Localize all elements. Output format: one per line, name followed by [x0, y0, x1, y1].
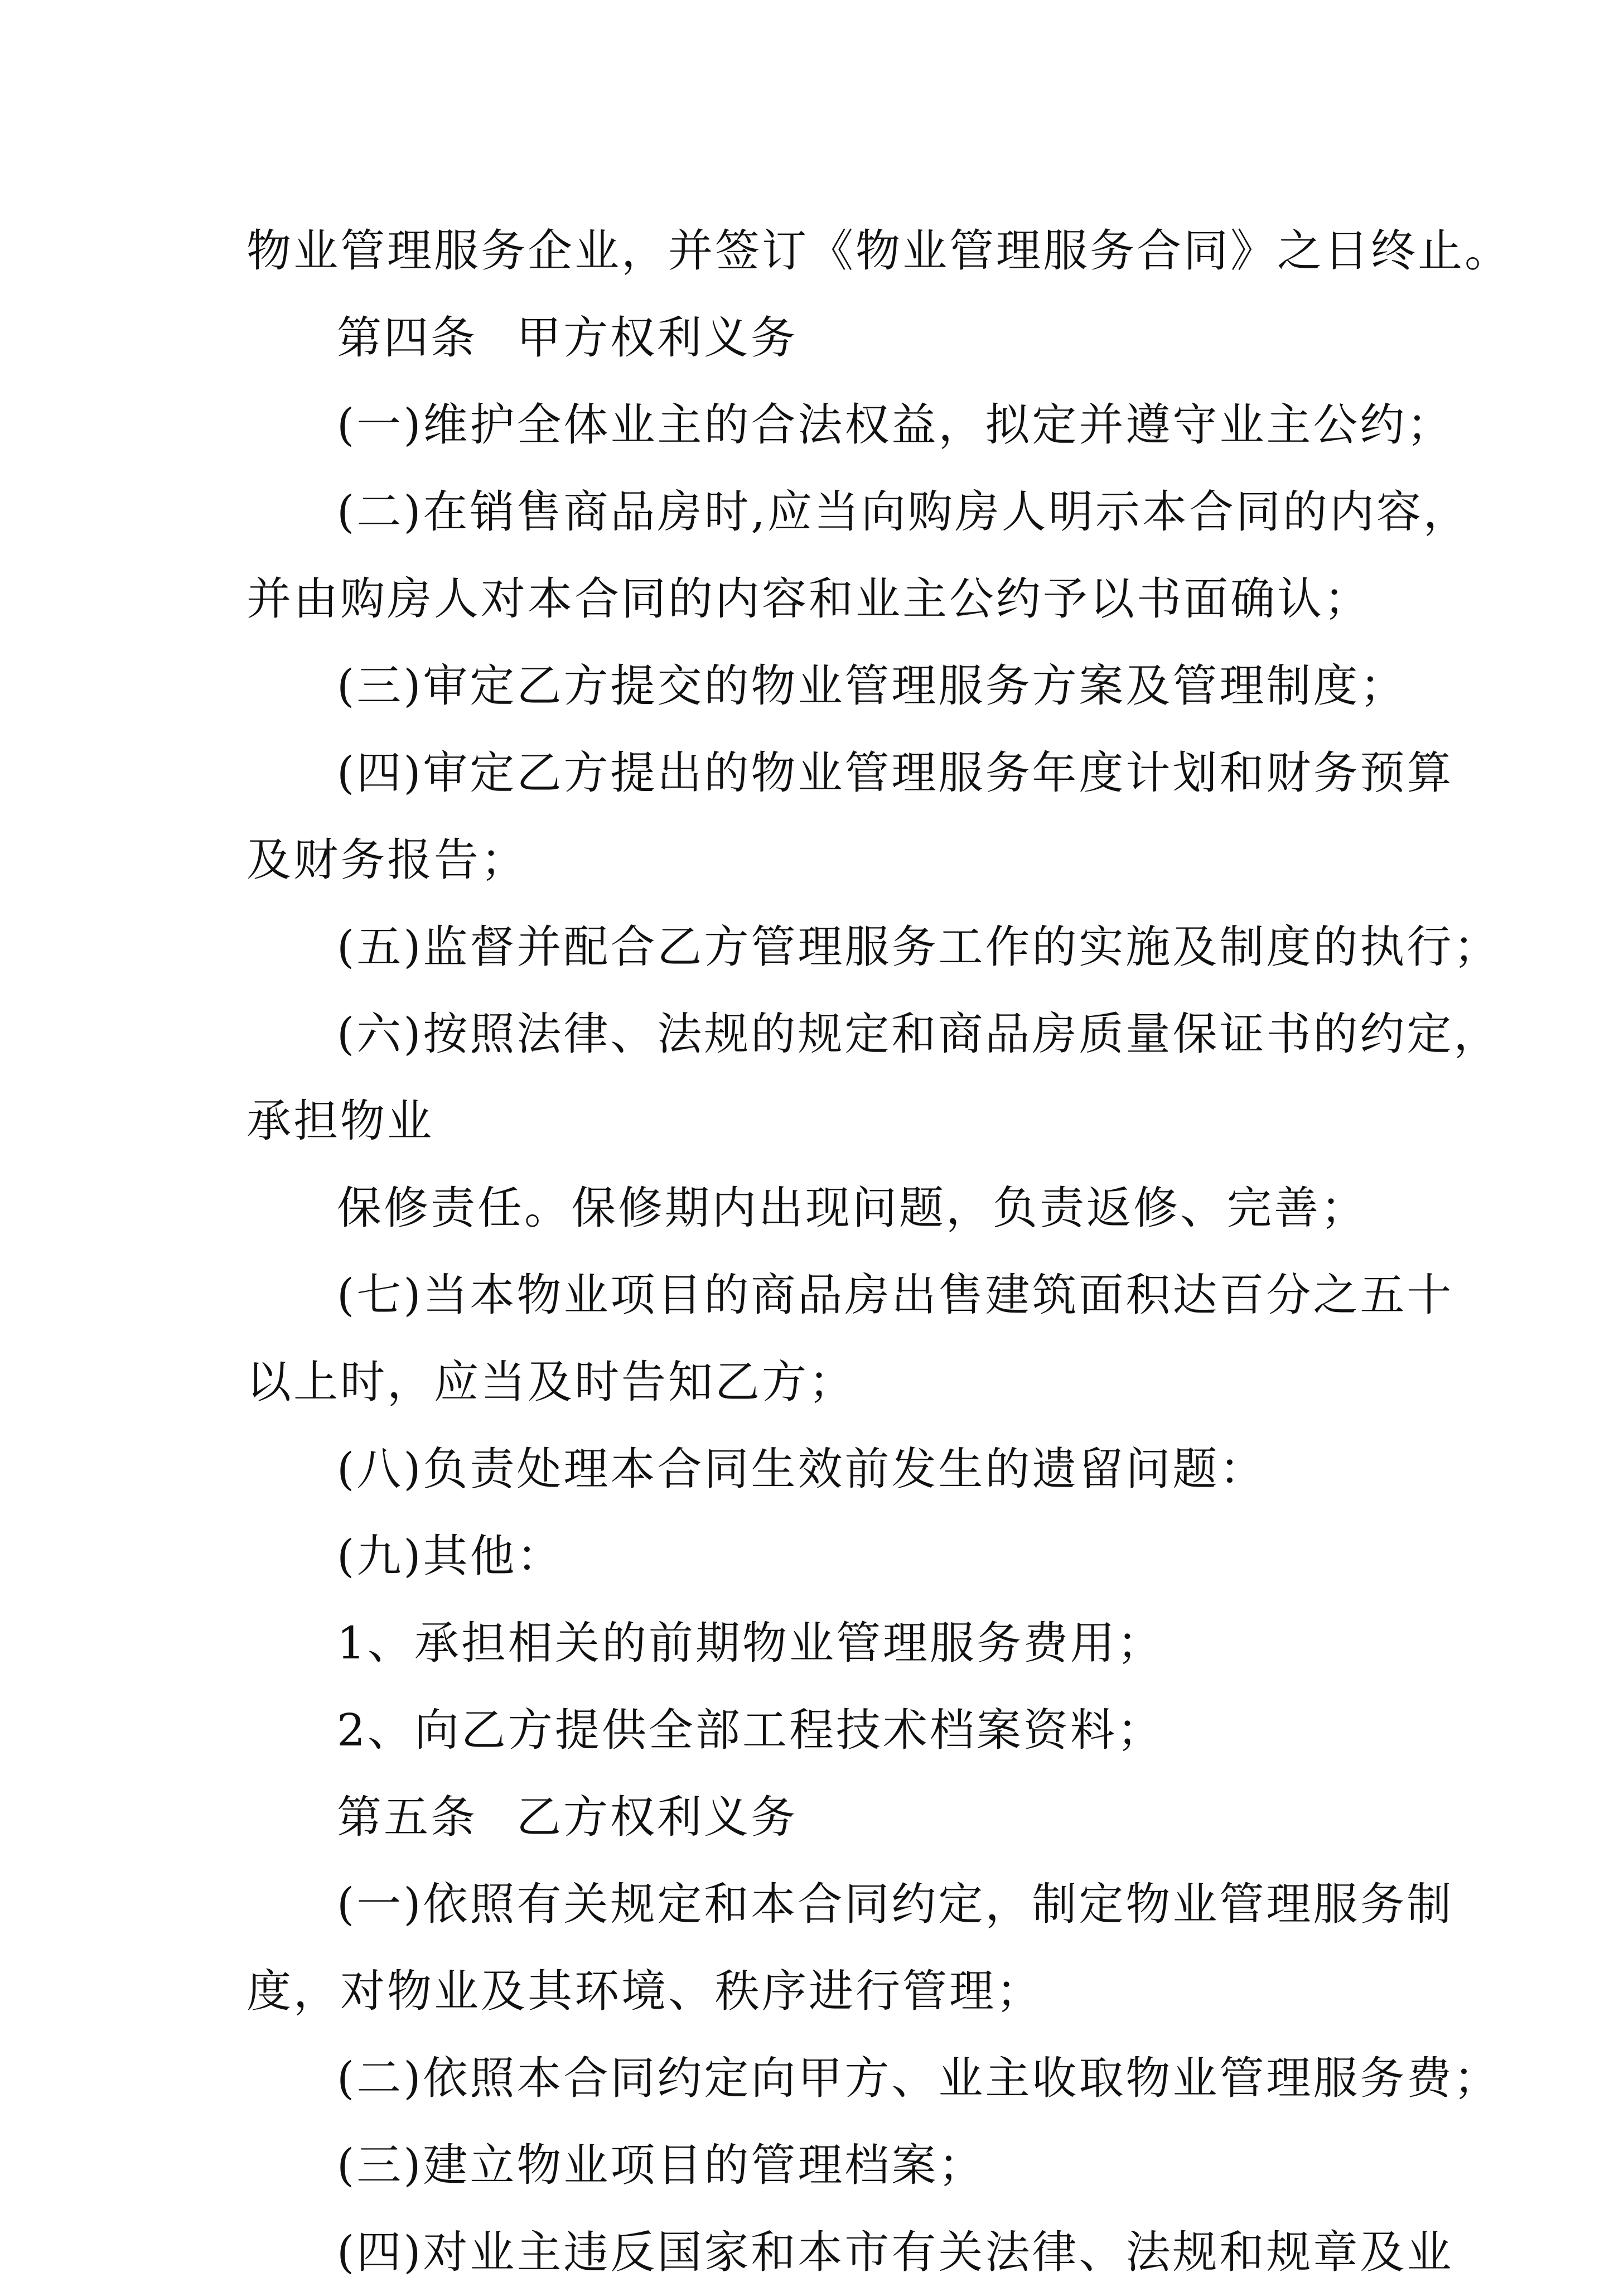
paragraph-line: (三)建立物业项目的管理档案； [337, 2139, 985, 2191]
paragraph-line: (一)维护全体业主的合法权益，拟定并遵守业主公约； [337, 399, 1454, 451]
paragraph-line: 1、承担相关的前期物业管理服务费用； [337, 1617, 1164, 1669]
paragraph-line: (二)在销售商品房时,应当向购房人明示本合同的内容， [337, 486, 1470, 538]
document-body [247, 208, 1511, 2296]
paragraph-line: (六)按照法律、法规的规定和商品房质量保证书的约定， [337, 1008, 1501, 1060]
paragraph-line: (七)当本物业项目的商品房出售建筑面积达百分之五十 [337, 1269, 1454, 1321]
paragraph-line: (五)监督并配合乙方管理服务工作的实施及制度的执行； [337, 921, 1501, 973]
paragraph-line: 物业管理服务企业，并签订《物业管理服务合同》之日终止。 [247, 225, 1511, 277]
paragraph-line: (一)依照有关规定和本合同约定，制定物业管理服务制 [337, 1878, 1454, 1930]
article-4-heading [247, 295, 1379, 382]
paragraph-line: (九)其他： [337, 1530, 564, 1582]
paragraph-line: 以上时，应当及时告知乙方； [247, 1356, 856, 1408]
paragraph-line: 并由购房人对本合同的内容和业主公约予以书面确认； [247, 573, 1371, 625]
paragraph-line: (四)审定乙方提出的物业管理服务年度计划和财务预算 [337, 747, 1454, 799]
article-4-title: 甲方权利义务 [516, 312, 798, 364]
paragraph-line: (二)依照本合同约定向甲方、业主收取物业管理服务费； [337, 2052, 1501, 2104]
article-5-title: 乙方权利义务 [516, 1791, 798, 1843]
paragraph-line: (三)审定乙方提交的物业管理服务方案及管理制度； [337, 660, 1407, 712]
paragraph-line: 2、向乙方提供全部工程技术档案资料； [337, 1704, 1164, 1756]
article-5-heading [247, 1774, 1379, 1861]
paragraph-line: 度，对物业及其环境、秩序进行管理； [247, 1965, 1043, 2017]
paragraph-line: 及财务报告； [247, 834, 528, 886]
paragraph-line: (四)对业主违反国家和本市有关法律、法规和规章及业 [337, 2226, 1454, 2278]
paragraph-line: (八)负责处理本合同生效前发生的遗留问题： [337, 1443, 1267, 1495]
paragraph-line: 保修责任。保修期内出现问题，负责返修、完善； [337, 1182, 1367, 1234]
article-5-number: 第五条 [337, 1791, 477, 1843]
paragraph-line: 承担物业 [247, 1095, 434, 1147]
article-4-number: 第四条 [337, 312, 477, 364]
